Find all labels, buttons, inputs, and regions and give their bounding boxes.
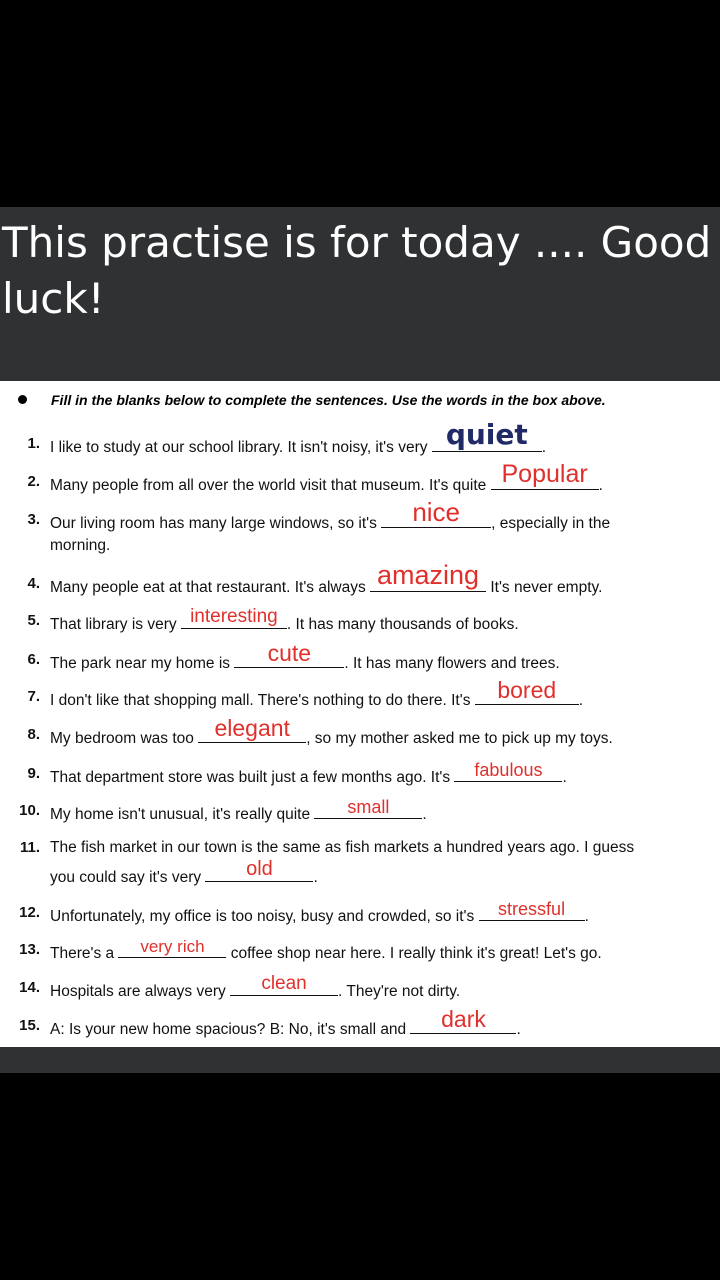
sentence-11: The fish market in our town is the same as fish markets a hundred years ago. I guess <box>50 839 635 856</box>
sentence-text: Our living room has many large windows, so it's <box>50 515 382 532</box>
sentence-14 <box>50 973 461 1002</box>
sentence-text: I like to study at our school library. It isn't noisy, it's very <box>50 439 432 456</box>
sentence-1 <box>50 418 547 458</box>
sentence-text: . <box>598 477 603 494</box>
answer-blank <box>491 460 599 490</box>
answer-blank <box>198 715 306 743</box>
sentence-text: That library is very <box>50 616 181 633</box>
sentence-8 <box>50 715 613 749</box>
sentence-text: , so my mother asked me to pick up my toys. <box>306 730 613 747</box>
typed-answer: stressful <box>498 899 566 919</box>
answer-blank <box>454 760 562 782</box>
typed-answer: clean <box>261 973 307 994</box>
sentence-text: That department store was built just a few months ago. It's <box>50 769 455 786</box>
sentence-text: . <box>562 769 567 786</box>
sentence-text: There's a <box>50 945 119 962</box>
answer-blank <box>118 937 226 958</box>
answer-blank <box>370 560 486 592</box>
typed-answer: Popular <box>501 460 588 488</box>
sentence-text: . They're not dirty. <box>338 983 461 1000</box>
sentence-text: Many people eat at that restaurant. It's always <box>50 579 371 596</box>
sentence-11-continued <box>50 858 318 888</box>
handwritten-answer: quiet <box>445 418 528 451</box>
sentence-text: coffee shop near here. I really think it's great! Let's go. <box>226 945 602 962</box>
item-number: 13. <box>19 941 40 958</box>
sentence-6 <box>50 640 560 674</box>
sentence-7 <box>50 677 584 711</box>
typed-answer: fabulous <box>474 760 543 780</box>
sentence-text: . <box>422 806 427 823</box>
sentence-text: It's never empty. <box>486 579 603 596</box>
image-caption: This practise is for today .... Good luck! <box>2 218 712 323</box>
item-number: 4. <box>27 575 40 592</box>
item-number: 11. <box>19 839 40 856</box>
item-number: 8. <box>27 726 40 743</box>
typed-answer: nice <box>412 497 461 527</box>
answer-blank <box>381 497 491 528</box>
item-number: 9. <box>27 765 40 782</box>
typed-answer: small <box>347 797 390 817</box>
sentence-text: Unfortunately, my office is too noisy, busy and crowded, so it's <box>50 908 479 925</box>
item-number: 12. <box>19 904 40 921</box>
answer-blank <box>314 797 422 819</box>
typed-answer: cute <box>267 640 312 666</box>
item-number: 3. <box>27 511 40 528</box>
typed-answer: dark <box>441 1006 486 1032</box>
sentence-text: Many people from all over the world visit that museum. It's quite <box>50 477 491 494</box>
typed-answer: elegant <box>214 715 290 741</box>
answer-blank <box>479 899 585 921</box>
sentence-text: . It has many thousands of books. <box>286 616 519 633</box>
sentence-4 <box>50 560 603 598</box>
item-number: 7. <box>27 688 40 705</box>
typed-answer: old <box>246 858 273 880</box>
answer-blank <box>230 973 338 996</box>
sentence-2 <box>50 460 603 496</box>
answer-blank <box>181 606 287 629</box>
answer-blank <box>475 677 579 705</box>
bullet-icon <box>18 395 27 404</box>
sentence-3 <box>50 497 611 534</box>
typed-answer: very rich <box>140 937 205 956</box>
sentence-text: My home isn't unusual, it's really quite <box>50 806 315 823</box>
sentence-12 <box>50 899 589 927</box>
item-number: 6. <box>27 651 40 668</box>
answer-blank <box>234 640 344 668</box>
sentence-10 <box>50 797 427 825</box>
sentence-text: Hospitals are always very <box>50 983 231 1000</box>
sentence-9 <box>50 760 567 788</box>
sentence-text: A: Is your new home spacious? B: No, it's small and <box>50 1021 411 1038</box>
answer-blank <box>205 858 313 882</box>
sentence-text: . It has many flowers and trees. <box>344 655 560 672</box>
item-number: 15. <box>19 1017 40 1034</box>
sentence-5 <box>50 606 519 635</box>
typed-answer: interesting <box>190 606 278 627</box>
typed-answer: bored <box>497 677 557 703</box>
item-number: 14. <box>19 979 40 996</box>
sentence-text: . <box>516 1021 521 1038</box>
answer-blank <box>432 418 542 452</box>
sentence-text: . <box>584 908 589 925</box>
sentence-text: . <box>313 869 318 886</box>
bottom-bar <box>0 1047 720 1073</box>
sentence-text: My bedroom was too <box>50 730 199 747</box>
sentence-15 <box>50 1006 521 1040</box>
item-number: 2. <box>27 473 40 490</box>
typed-answer: amazing <box>377 560 480 590</box>
answer-blank <box>410 1006 516 1034</box>
worksheet-instruction: Fill in the blanks below to complete the sentences. Use the words in the box above. <box>51 392 606 408</box>
sentence-text: . <box>541 439 547 456</box>
item-number: 1. <box>27 435 40 452</box>
sentence-text: The park near my home is <box>50 655 235 672</box>
item-number: 10. <box>19 802 40 819</box>
item-number: 5. <box>27 612 40 629</box>
sentence-text: you could say it's very <box>50 869 206 886</box>
sentence-13 <box>50 937 602 964</box>
sentence-text: , especially in the <box>491 515 611 532</box>
sentence-3-continued: morning. <box>50 537 111 554</box>
sentence-text: I don't like that shopping mall. There's nothing to do there. It's <box>50 692 475 709</box>
sentence-text: . <box>578 692 584 709</box>
